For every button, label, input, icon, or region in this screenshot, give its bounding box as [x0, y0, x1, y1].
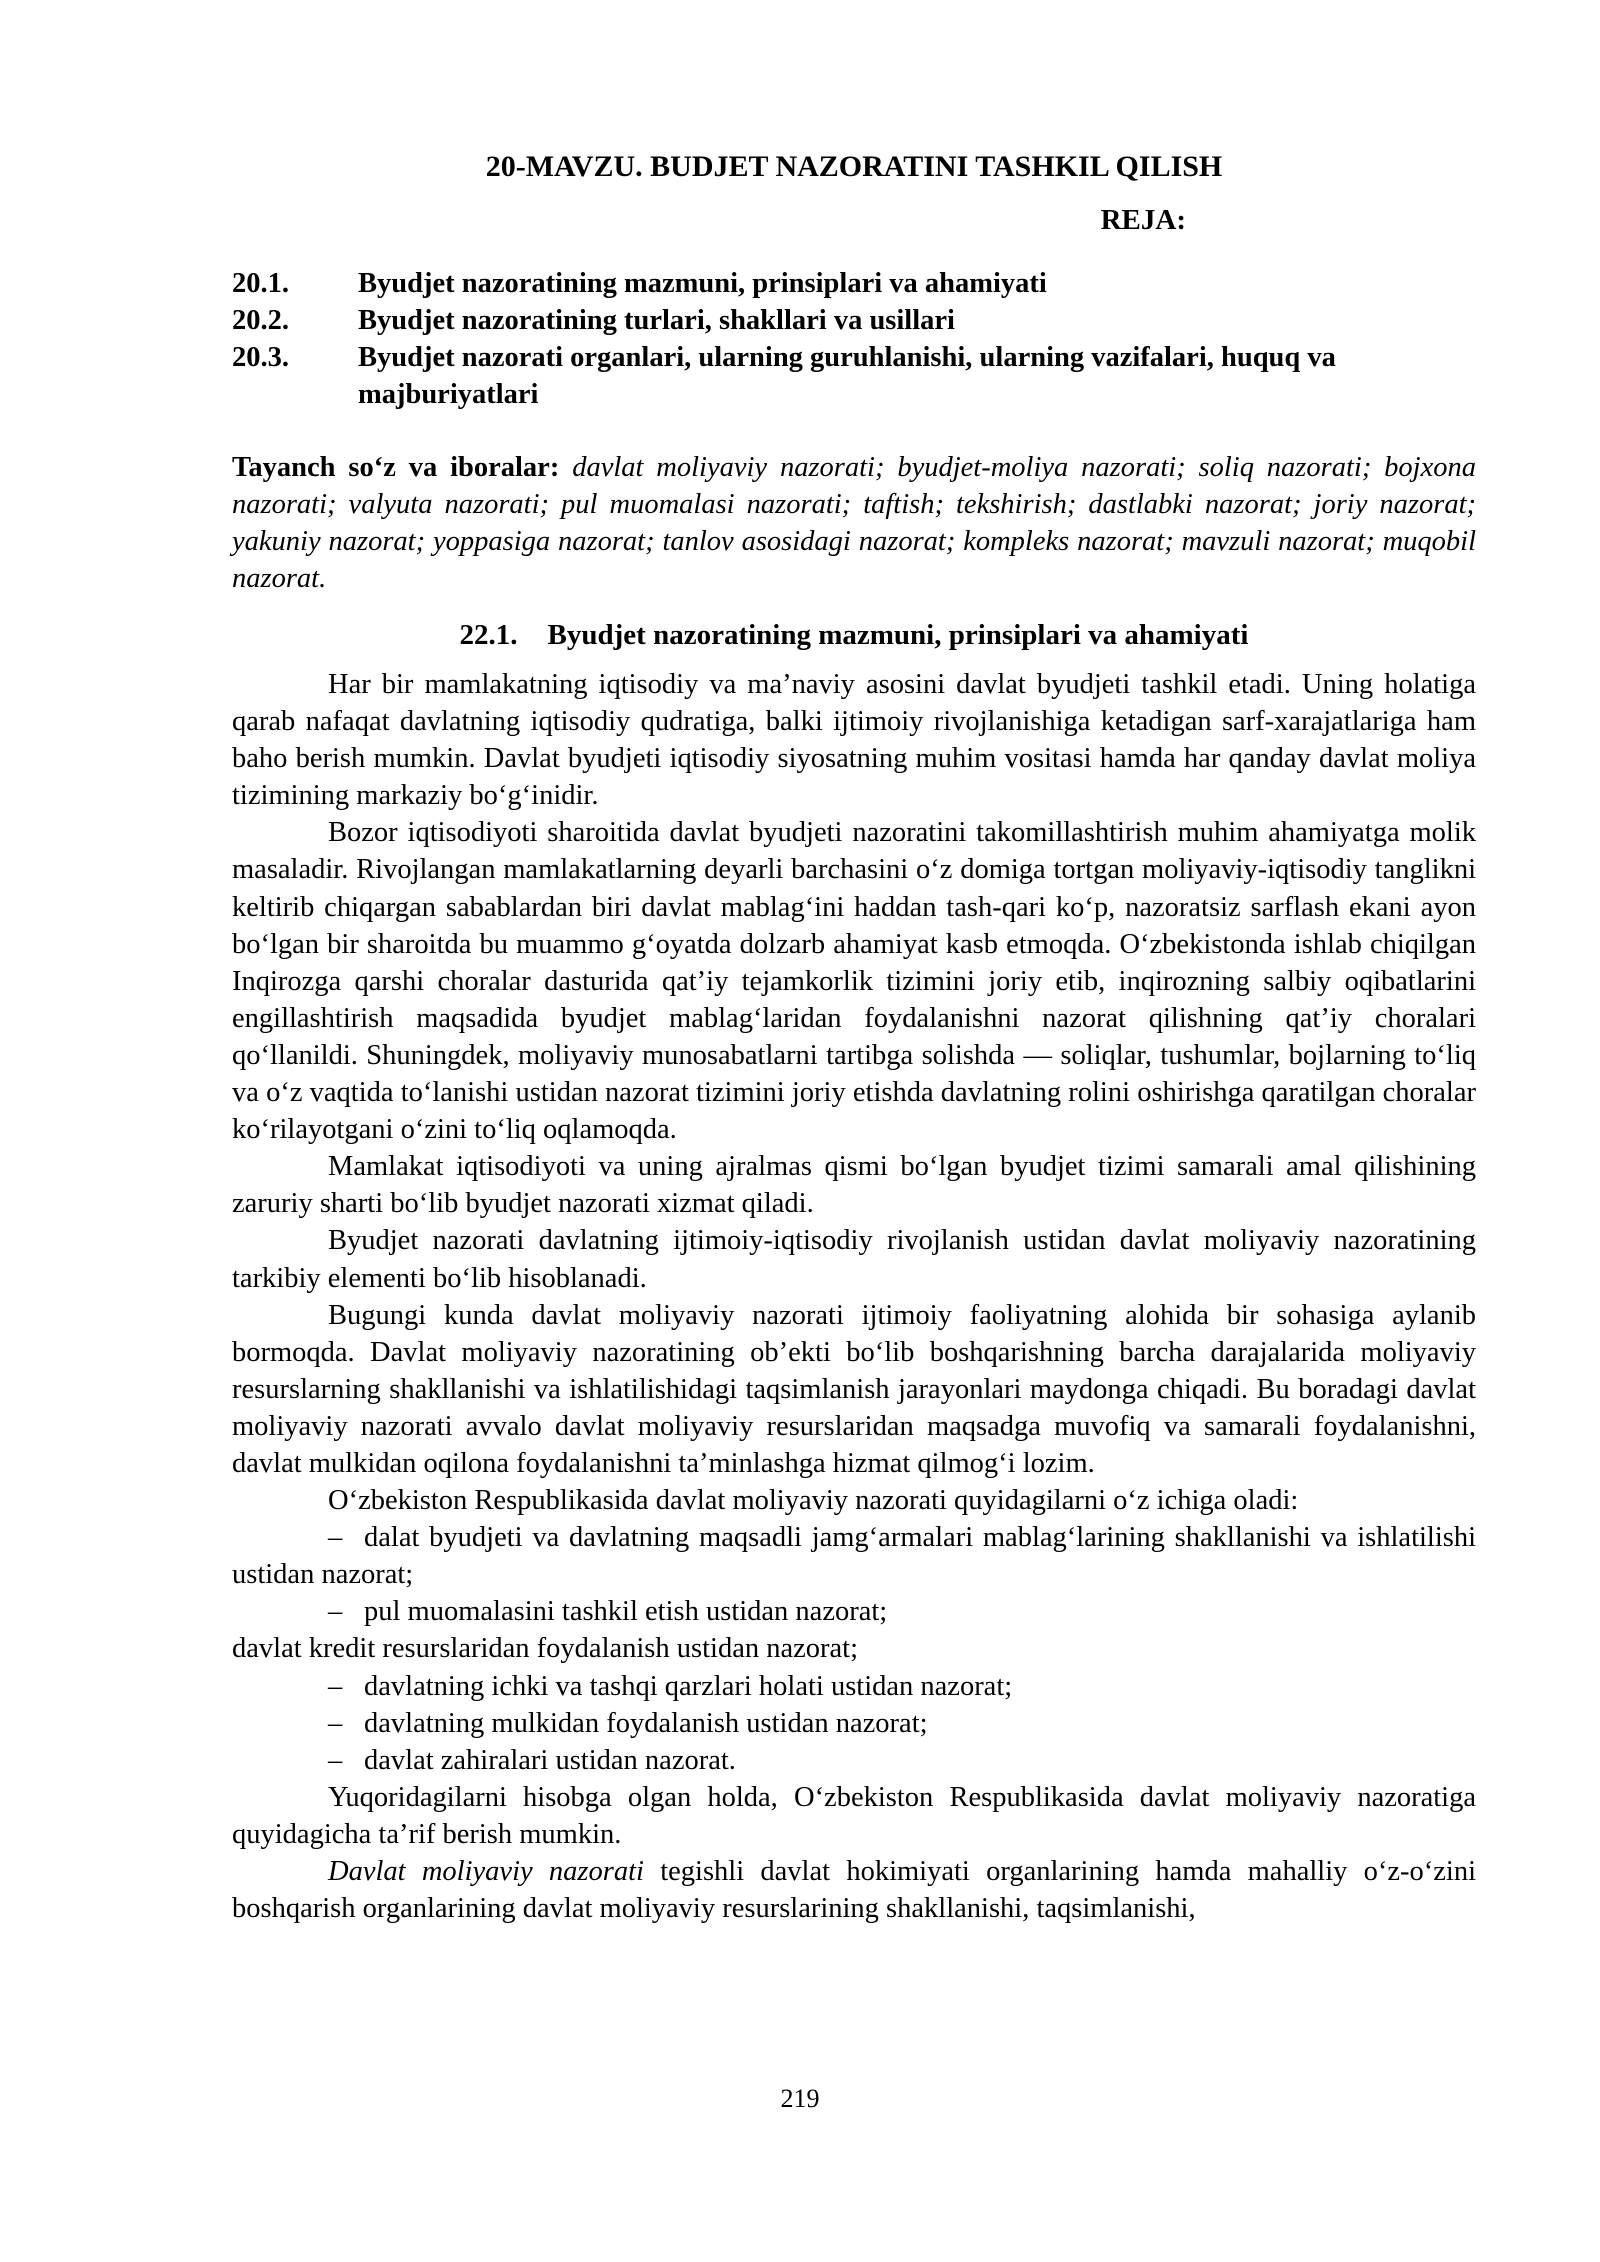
keywords-paragraph: [232, 449, 1476, 597]
paragraph: Byudjet nazorati davlatning ijtimoiy-iqtisodiy rivojlanish ustidan davlat moliyaviy nazoratining tarkibiy elementi bo‘lib hisoblanadi.: [232, 1225, 1476, 1294]
list-item: [232, 1705, 1476, 1742]
dash-marker: –: [328, 1670, 343, 1702]
paragraph: Yuqoridagilarni hisobga olgan holda, O‘zbekiston Respublikasida davlat moliyaviy nazoratiga quyidagicha ta’rif berish mumkin.: [232, 1781, 1476, 1850]
dash-marker: –: [328, 1707, 343, 1739]
plan-item: [232, 302, 1476, 339]
paragraph: O‘zbekiston Respublikasida davlat moliyaviy nazorati quyidagilarni o‘z ichiga oladi:: [328, 1485, 1299, 1517]
plan-item-number: 20.3.: [232, 342, 289, 373]
list-item: [232, 1593, 1476, 1630]
page-number: 219: [780, 2084, 820, 2113]
list-item: [232, 1519, 1476, 1593]
document-page: [232, 150, 1476, 1927]
list-item-text: davlat zahiralari ustidan nazorat.: [364, 1744, 736, 1776]
definition-text: tegishli davlat hokimiyati organlarining hamda mahalliy o‘z-o‘zini boshqarish organlarining davlat moliyaviy resurslarining shakllanishi, taqsimlanishi,: [232, 1856, 1477, 1925]
list-item-text: davlatning mulkidan foydalanish ustidan nazorat;: [364, 1707, 928, 1739]
section-title: Byudjet nazoratining mazmuni, prinsiplari va ahamiyati: [547, 619, 1249, 651]
paragraph: Har bir mamlakatning iqtisodiy va ma’naviy asosini davlat byudjeti tashkil etadi. Uning holatiga qarab nafaqat davlatning iqtisodiy qudratiga, balki ijtimoiy rivojlanishiga ketadigan sarf-xarajatlariga ham baho berish mumkin. Davlat byudjeti iqtisodiy siyosatning muhim vositasi hamda har qanday davlat moliya tizimining markaziy bo‘g‘inidir.: [232, 669, 1476, 812]
plan-item: [232, 339, 1476, 413]
list-item-text: dalat byudjeti va davlatning maqsadli jamg‘armalari mablag‘larining shakllanishi va ishlatilishi ustidan nazorat;: [232, 1522, 1476, 1591]
list-item: [232, 1742, 1476, 1779]
page-title: 20-MAVZU. BUDJET NAZORATINI TASHKIL QILISH: [485, 150, 1223, 183]
plan-list: [232, 265, 1476, 413]
list-item: davlat kredit resurslaridan foydalanish ustidan nazorat;: [232, 1633, 858, 1665]
paragraph: Bugungi kunda davlat moliyaviy nazorati ijtimoiy faoliyatning alohida bir sohasiga aylanib bormoqda. Davlat moliyaviy nazoratining ob’ekti bo‘lib boshqarishning barcha darajalarida moliyaviy resurslarning shakllanishi va ishlatilishidagi taqsimlanish jarayonlari maydonga chiqadi. Bu boradagi davlat moliyaviy nazorati avvalo davlat moliyaviy resurslaridan maqsadga muvofiq va samarali foydalanishni, davlat mulkidan oqilona foydalanishni ta’minlashga hizmat qilmog‘i lozim.: [232, 1299, 1476, 1479]
plan-item: [232, 265, 1476, 302]
keywords-text: davlat moliyaviy nazorati; byudjet-moliya nazorati; soliq nazorati; bojxona nazorati; valyuta nazorati; pul muomalasi nazorati; taftish; tekshirish; dastlabki nazorat; joriy nazorat; yakuniy nazorat; yoppasiga nazorat; tanlov asosidagi nazorat; kompleks nazorat; mavzuli nazorat; muqobil nazorat.: [232, 452, 1477, 594]
plan-heading: REJA:: [1100, 204, 1186, 236]
dash-marker: –: [328, 1596, 343, 1628]
section-heading: [232, 619, 1476, 652]
plan-item-number: 20.2.: [232, 305, 289, 336]
definition-term: Davlat moliyaviy nazorati: [328, 1856, 644, 1887]
dash-marker: –: [328, 1744, 343, 1776]
section-number: 22.1.: [459, 619, 518, 651]
list-item: [232, 1668, 1476, 1705]
body-text: [232, 666, 1476, 1927]
plan-item-number: 20.1.: [232, 268, 289, 299]
plan-item-text: Byudjet nazoratining turlari, shakllari va usillari: [358, 305, 955, 336]
definition-paragraph: [232, 1853, 1476, 1927]
dash-marker: –: [328, 1522, 343, 1554]
paragraph: Bozor iqtisodiyoti sharoitida davlat byudjeti nazoratini takomillashtirish muhim ahamiyatga molik masaladir. Rivojlangan mamlakatlarning deyarli barchasini o‘z domiga tortgan moliyaviy-iqtisodiy tanglikni keltirib chiqargan sabablardan biri davlat mablag‘ini haddan tash-qari ko‘p, nazoratsiz sarflash ekani ayon bo‘lgan bir sharoitda bu muammo g‘oyatda dolzarb ahamiyat kasb etmoqda. O‘zbekistonda ishlab chiqilgan Inqirozga qarshi choralar dasturida qat’iy tejamkorlik tizimini joriy etib, inqirozning salbiy oqibatlarini engillashtirish maqsadida byudjet mablag‘laridan foydalanishni nazorat qilishning qat’iy choralari qo‘llanildi. Shuningdek, moliyaviy munosabatlarni tartibga solishda — soliqlar, tushumlar, bojlarning to‘liq va o‘z vaqtida to‘lanishi ustidan nazorat tizimini joriy etishda davlatning rolini oshirishga qaratilgan choralar ko‘rilayotgani o‘zini to‘liq oqlamoqda.: [232, 817, 1476, 1146]
plan-item-text: Byudjet nazorati organlari, ularning guruhlanishi, ularning vazifalari, huquq va majburiyatlari: [358, 342, 1336, 410]
list-item-text: pul muomalasini tashkil etish ustidan nazorat;: [364, 1596, 888, 1628]
paragraph: Mamlakat iqtisodiyoti va uning ajralmas qismi bo‘lgan byudjet tizimi samarali amal qilishining zaruriy sharti bo‘lib byudjet nazorati xizmat qiladi.: [232, 1151, 1476, 1220]
plan-item-text: Byudjet nazoratining mazmuni, prinsiplari va ahamiyati: [358, 268, 1047, 299]
keywords-label: Tayanch so‘z va iboralar:: [232, 452, 560, 483]
list-item-text: davlatning ichki va tashqi qarzlari holati ustidan nazorat;: [364, 1670, 1013, 1702]
